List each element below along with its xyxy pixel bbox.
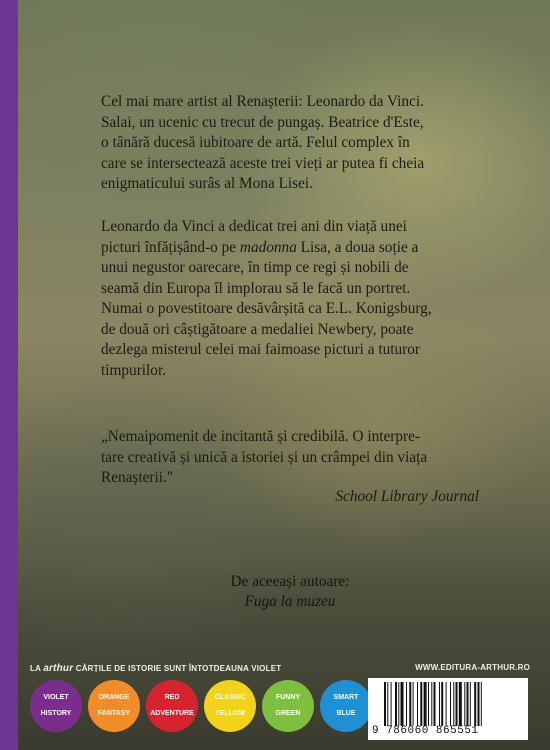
intro-line: o tânără ducesă iubitoare de artă. Felul complex în <box>101 134 410 151</box>
barcode-bar <box>424 682 427 726</box>
series-circle-red <box>146 680 198 732</box>
story-line: timpurilor. <box>101 361 167 379</box>
series-note <box>30 663 281 674</box>
series-label: GREEN <box>275 710 301 717</box>
spine-strip <box>0 0 18 750</box>
barcode-bar <box>387 682 388 726</box>
series-label: RED <box>164 694 180 701</box>
intro-line: enigmaticului surâs al Mona Lisei. <box>101 175 313 192</box>
barcode-bar <box>384 682 386 726</box>
publisher-brand: arthur <box>43 663 74 674</box>
barcode-bar <box>464 682 465 726</box>
barcode-bar <box>434 682 436 726</box>
barcode-bar <box>391 682 392 726</box>
barcode-bar <box>456 682 458 726</box>
quote-line: tare creativă și unică a istoriei și un crâmpei din viața <box>101 448 428 466</box>
series-circle-green <box>262 680 314 732</box>
intro-line: care se intersectează aceste trei vieți ar putea fi cheia <box>101 154 425 172</box>
story-text: Lisa, a doua soție a <box>296 238 419 256</box>
story-paragraph <box>101 217 479 381</box>
barcode-bar <box>453 682 454 726</box>
series-circles <box>30 680 380 740</box>
barcode-bar <box>401 682 404 726</box>
barcode-bar <box>420 682 422 726</box>
series-circle-yellow <box>204 680 256 732</box>
series-label: YELLOW <box>215 710 245 717</box>
series-label: SMART <box>333 694 359 701</box>
series-label: HISTORY <box>40 710 72 717</box>
same-author-label: De aceeași autoare: <box>230 573 350 590</box>
series-label: FANTASY <box>97 710 131 717</box>
intro-paragraph <box>101 92 479 195</box>
barcode-bar <box>481 682 482 726</box>
story-line: seamă din Europa îl implorau să le facă un portret. <box>101 279 411 297</box>
story-line: de două ori câștigătoare a medaliei Newbery, poate <box>101 320 414 338</box>
same-author-title: Fuga la muzeu <box>244 593 336 610</box>
barcode-bar <box>431 682 432 726</box>
series-note-text: CĂRȚILE DE ISTORIE SUNT ÎNTOTDEAUNA VIOLET <box>73 664 282 673</box>
barcode-bar <box>439 682 440 726</box>
series-circle-orange <box>88 680 140 732</box>
barcode-bar <box>459 682 462 726</box>
barcode-bar <box>441 682 443 726</box>
isbn-number: 9 786060 865551 <box>372 725 479 737</box>
barcode-bar <box>446 682 447 726</box>
isbn-barcode-box <box>368 678 528 740</box>
barcode-bar <box>470 682 471 726</box>
story-italic-word: madonna <box>239 238 297 256</box>
same-author-block <box>101 572 479 612</box>
barcode-icon <box>384 682 524 726</box>
series-label: ADVENTURE <box>150 710 194 717</box>
series-label: ORANGE <box>98 694 130 701</box>
series-label: VIOLET <box>43 694 69 701</box>
barcode-bar <box>450 682 451 726</box>
intro-line: Cel mai mare artist al Renașterii: Leonardo da Vinci. <box>101 93 424 110</box>
story-line: unui negustor oarecare, în timp ce regi și nobili de <box>101 259 409 276</box>
series-label: CLASSIC <box>214 694 246 701</box>
series-circle-violet <box>30 680 82 732</box>
quote-source: School Library Journal <box>335 488 479 505</box>
series-note-prefix: LA <box>30 664 44 673</box>
barcode-bar <box>398 682 399 726</box>
barcode-bar <box>406 682 407 726</box>
quote-line: Renașterii." <box>101 469 174 486</box>
barcode-bar <box>417 682 418 726</box>
story-line: Numai o povestitoare desăvârșită ca E.L. Konigsburg, <box>101 300 432 317</box>
story-line: dezlega misterul celei mai faimoase picturi a tuturor <box>101 341 420 358</box>
quote-line: „Nemaipomenit de incitantă și credibilă. O interpre- <box>101 428 420 445</box>
barcode-bar <box>413 682 414 726</box>
series-label: FUNNY <box>275 694 301 701</box>
barcode-bar <box>409 682 411 726</box>
story-line <box>101 238 479 259</box>
footer-bar <box>30 662 530 676</box>
barcode-bar <box>467 682 469 726</box>
intro-line: Salai, un ucenic cu trecut de pungaș. Beatrice d'Este, <box>101 113 424 131</box>
story-line: Leonardo da Vinci a dedicat trei ani din viață unei <box>101 218 407 235</box>
series-circle-blue <box>320 680 372 732</box>
barcode-bar <box>395 682 397 726</box>
barcode-bar <box>478 682 480 726</box>
publisher-website: WWW.EDITURA-ARTHUR.RO <box>415 663 530 672</box>
barcode-bar <box>428 682 429 726</box>
story-text: picturi înfățișând-o pe <box>101 238 240 256</box>
barcode-bar <box>474 682 476 726</box>
series-label: BLUE <box>336 710 356 717</box>
review-quote <box>101 427 479 489</box>
